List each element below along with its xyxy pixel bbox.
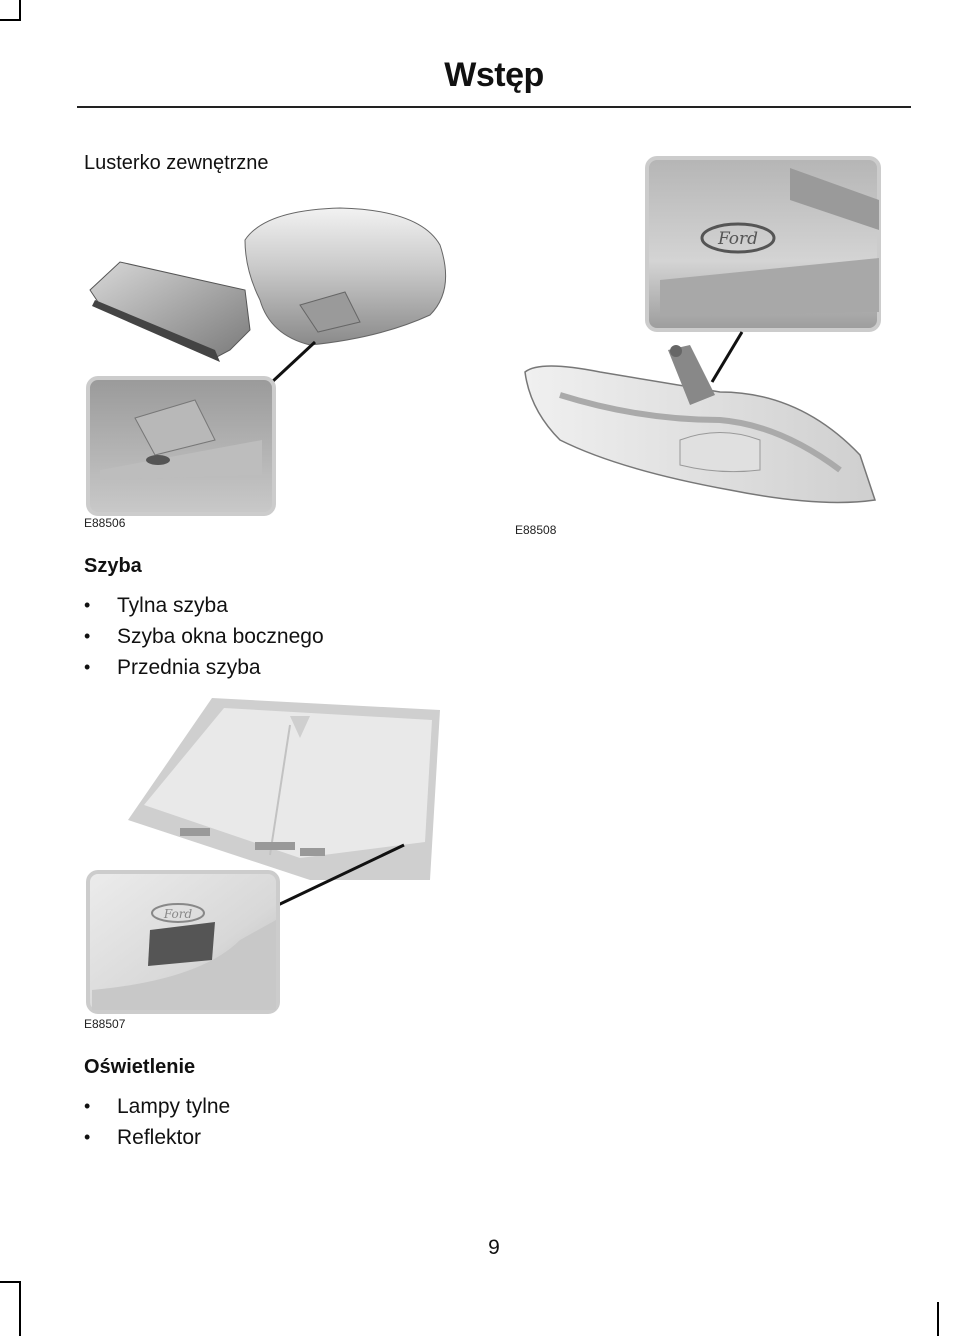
- page-title: Wstęp: [444, 56, 544, 94]
- list-item: • Tylna szyba: [84, 590, 324, 621]
- list-item: • Lampy tylne: [84, 1091, 230, 1122]
- windscreen-drawing: [128, 698, 440, 880]
- list-item: • Reflektor: [84, 1122, 230, 1153]
- headlamp-figure-code: E88508: [515, 523, 557, 537]
- page-number: 9: [488, 1236, 500, 1259]
- windscreen-figure-code: E88507: [84, 1017, 126, 1031]
- headlamp-ford-logo-text: Ford: [717, 229, 759, 249]
- lighting-section-heading: Oświetlenie: [84, 1056, 196, 1078]
- windscreen-detail-inset: [88, 872, 278, 1012]
- lighting-list: [84, 1091, 230, 1153]
- mirror-figure-code: E88506: [84, 516, 126, 530]
- glass-section-heading: Szyba: [84, 555, 142, 577]
- windscreen-ford-logo-text: Ford: [163, 907, 193, 921]
- list-item: • Szyba okna bocznego: [84, 621, 324, 652]
- mirror-section-heading: Lusterko zewnętrzne: [84, 152, 269, 174]
- list-item: • Przednia szyba: [84, 652, 324, 683]
